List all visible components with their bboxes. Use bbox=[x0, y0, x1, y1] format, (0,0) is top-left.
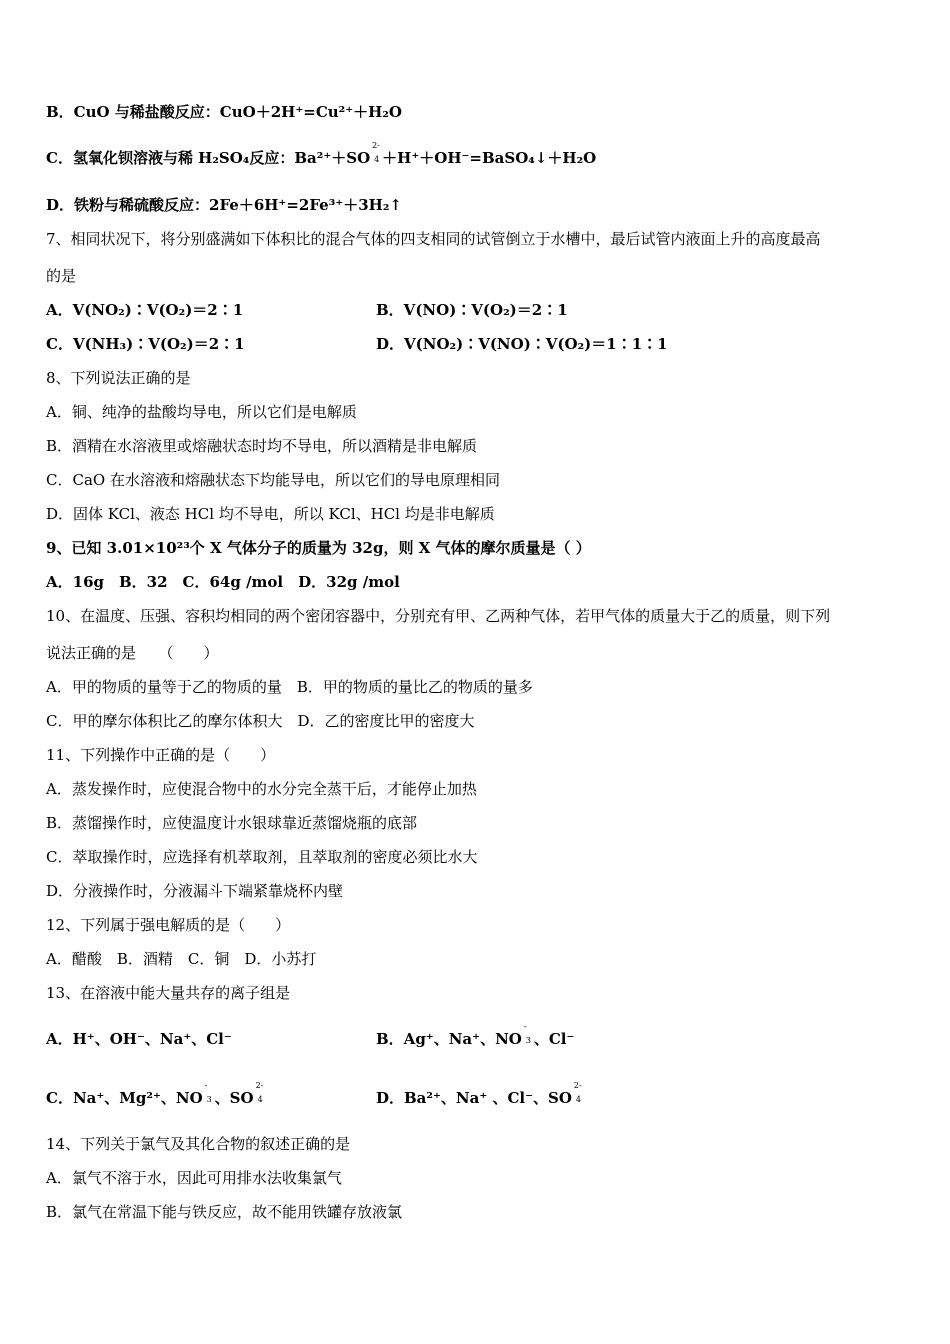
q8-option-b: B．酒精在水溶液里或熔融状态时均不导电，所以酒精是非电解质 bbox=[46, 437, 478, 455]
sulfate-ion-charge: 2- 4 bbox=[573, 1081, 582, 1104]
q13-options-ab bbox=[46, 1022, 575, 1049]
q11-option-d: D．分液操作时，分液漏斗下端紧靠烧杯内壁 bbox=[46, 882, 344, 900]
q11-option-c: C．萃取操作时，应选择有机萃取剂，且萃取剂的密度必须比水大 bbox=[46, 848, 478, 866]
q11-option-b: B．蒸馏操作时，应使温度计水银球靠近蒸馏烧瓶的底部 bbox=[46, 814, 418, 832]
q6-option-d: D．铁粉与稀硫酸反应：2Fe＋6H⁺=2Fe³⁺＋3H₂↑ bbox=[46, 196, 402, 214]
q8-option-d: D．固体 KCl、液态 HCl 均不导电，所以 KCl、HCl 均是非电解质 bbox=[46, 505, 495, 523]
q8-stem: 8、下列说法正确的是 bbox=[46, 369, 191, 387]
q10-options-cd: C．甲的摩尔体积比乙的摩尔体积大 D．乙的密度比甲的密度大 bbox=[46, 712, 475, 730]
q9-options: A．16g B．32 C．64g /mol D．32g /mol bbox=[46, 573, 400, 591]
q13-option-d: D．Ba²⁺、Na⁺ 、Cl⁻、SO 2- 4 bbox=[376, 1088, 584, 1108]
q14-option-b: B．氯气在常温下能与铁反应，故不能用铁罐存放液氯 bbox=[46, 1203, 403, 1221]
q13-option-b: B．Ag⁺、Na⁺、NO - 3 、Cl⁻ bbox=[376, 1022, 575, 1048]
q11-stem: 11、下列操作中正确的是（ ） bbox=[46, 746, 276, 764]
q13-options-cd bbox=[46, 1081, 582, 1108]
q7-option-c: C．V(NH₃)∶V(O₂)＝2∶1 bbox=[46, 335, 245, 353]
q11-option-a: A．蒸发操作时，应使混合物中的水分完全蒸干后，才能停止加热 bbox=[46, 780, 477, 798]
q10-stem-line1: 10、在温度、压强、容积均相同的两个密闭容器中，分别充有甲、乙两种气体，若甲气体的质量大于乙的质量，则下列 bbox=[46, 607, 831, 625]
q14-option-a: A．氯气不溶于水，因此可用排水法收集氯气 bbox=[46, 1169, 342, 1187]
q9-stem: 9、已知 3.01×10²³个 X 气体分子的质量为 32g，则 X 气体的摩尔质量是（ ） bbox=[46, 539, 591, 557]
q7-options-ab bbox=[46, 300, 568, 320]
q12-options: A．醋酸 B．酒精 C．铜 D．小苏打 bbox=[46, 950, 317, 968]
nitrate-ion-charge: - 3 bbox=[204, 1081, 212, 1104]
q8-option-c: C．CaO 在水溶液和熔融状态下均能导电，所以它们的导电原理相同 bbox=[46, 471, 500, 489]
q7-option-d: D．V(NO₂)∶V(NO)∶V(O₂)＝1∶1∶1 bbox=[376, 335, 668, 353]
q6-option-c bbox=[46, 141, 597, 168]
sulfate-ion-charge: 2- 4 bbox=[372, 141, 380, 164]
q12-stem: 12、下列属于强电解质的是（ ） bbox=[46, 916, 291, 934]
q14-stem: 14、下列关于氯气及其化合物的叙述正确的是 bbox=[46, 1135, 351, 1153]
q13-option-a: A．H⁺、OH⁻、Na⁺、Cl⁻ bbox=[46, 1030, 232, 1048]
q6-option-b: B．CuO 与稀盐酸反应：CuO＋2H⁺=Cu²⁺＋H₂O bbox=[46, 103, 402, 121]
q6-option-c-post: ＋H⁺＋OH⁻=BaSO₄↓＋H₂O bbox=[382, 149, 597, 167]
q7-option-b: B．V(NO)∶V(O₂)＝2∶1 bbox=[376, 301, 568, 319]
q6-option-c-pre: C．氢氧化钡溶液与稀 H₂SO₄反应：Ba²⁺＋SO bbox=[46, 149, 371, 167]
q8-option-a: A．铜、纯净的盐酸均导电，所以它们是电解质 bbox=[46, 403, 357, 421]
nitrate-ion-charge: - 3 bbox=[523, 1022, 531, 1045]
q7-stem-line2: 的是 bbox=[46, 267, 77, 285]
q10-stem-line2: 说法正确的是 （ ） bbox=[46, 644, 219, 662]
q7-options-cd bbox=[46, 334, 668, 354]
q10-options-ab: A．甲的物质的量等于乙的物质的量 B．甲的物质的量比乙的物质的量多 bbox=[46, 678, 533, 696]
q7-option-a: A．V(NO₂)∶V(O₂)＝2∶1 bbox=[46, 301, 244, 319]
q7-stem-line1: 7、相同状况下，将分别盛满如下体积比的混合气体的四支相同的试管倒立于水槽中，最后试管内液面上升的高度最高 bbox=[46, 230, 821, 248]
sulfate-ion-charge: 2- 4 bbox=[255, 1081, 264, 1104]
q13-stem: 13、在溶液中能大量共存的离子组是 bbox=[46, 984, 291, 1002]
q13-option-c: C．Na⁺、Mg²⁺、NO - 3 、SO 2- 4 bbox=[46, 1089, 266, 1107]
